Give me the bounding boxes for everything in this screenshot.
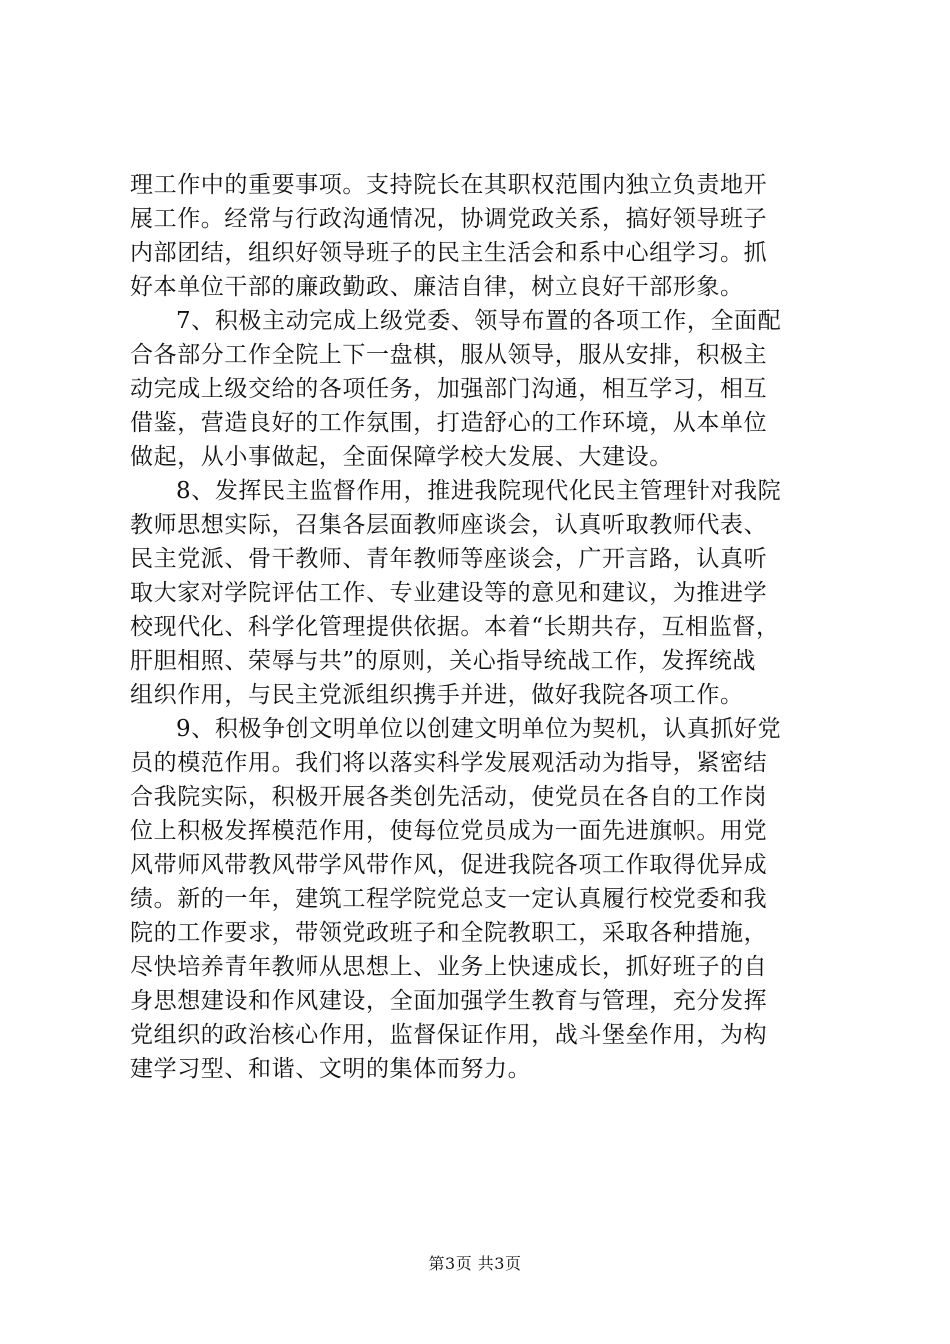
text-line: 员的模范作用。我们将以落实科学发展观活动为指导，紧密结 (130, 750, 768, 776)
text-line: 8、发挥民主监督作用，推进我院现代化民主管理针对我院 (176, 478, 782, 504)
page-footer: 第3页 共3页 (428, 1254, 522, 1273)
text-line: 9、积极争创文明单位以创建文明单位为契机，认真抓好党 (176, 716, 782, 742)
text-line: 身思想建设和作风建设，全面加强学生教育与管理，充分发挥 (130, 988, 768, 1014)
text-line: 风带师风带教风带学风带作风，促进我院各项工作取得优异成 (130, 852, 768, 878)
text-line: 合各部分工作全院上下一盘棋，服从领导，服从安排，积极主 (130, 342, 768, 368)
text-line: 肝胆相照、荣辱与共”的原则，关心指导统战工作，发挥统战 (130, 648, 756, 674)
text-line: 内部团结，组织好领导班子的民主生活会和系中心组学习。抓 (130, 240, 768, 266)
text-line: 7、积极主动完成上级党委、领导布置的各项工作，全面配 (176, 308, 782, 334)
text-line: 动完成上级交给的各项任务，加强部门沟通，相互学习，相互 (130, 376, 768, 402)
text-line: 理工作中的重要事项。支持院长在其职权范围内独立负责地开 (130, 172, 768, 198)
text-line: 民主党派、骨干教师、青年教师等座谈会，广开言路，认真听 (130, 546, 768, 572)
text-line: 党组织的政治核心作用，监督保证作用，战斗堡垒作用，为构 (130, 1022, 768, 1048)
text-line: 教师思想实际，召集各层面教师座谈会，认真听取教师代表、 (130, 512, 768, 538)
text-line: 位上积极发挥模范作用，使每位党员成为一面先进旗帜。用党 (130, 818, 768, 844)
document-body (130, 168, 830, 1086)
text-line: 好本单位干部的廉政勤政、廉洁自律，树立良好干部形象。 (130, 274, 744, 300)
text-line: 校现代化、科学化管理提供依据。本着“长期共存，互相监督， (130, 614, 780, 640)
text-line: 绩。新的一年，建筑工程学院党总支一定认真履行校党委和我 (130, 886, 768, 912)
text-line: 院的工作要求，带领党政班子和全院教职工，采取各种措施， (130, 920, 768, 946)
text-line: 取大家对学院评估工作、专业建设等的意见和建议，为推进学 (130, 580, 768, 606)
text-line: 组织作用，与民主党派组织携手并进，做好我院各项工作。 (130, 682, 744, 708)
text-line: 合我院实际，积极开展各类创先活动，使党员在各自的工作岗 (130, 784, 768, 810)
text-line: 尽快培养青年教师从思想上、业务上快速成长，抓好班子的自 (130, 954, 768, 980)
text-line: 建学习型、和谐、文明的集体而努力。 (130, 1056, 532, 1082)
text-line: 展工作。经常与行政沟通情况，协调党政关系，搞好领导班子 (130, 206, 768, 232)
text-line: 借鉴，营造良好的工作氛围，打造舒心的工作环境，从本单位 (130, 410, 768, 436)
text-line: 做起，从小事做起，全面保障学校大发展、大建设。 (130, 444, 673, 470)
